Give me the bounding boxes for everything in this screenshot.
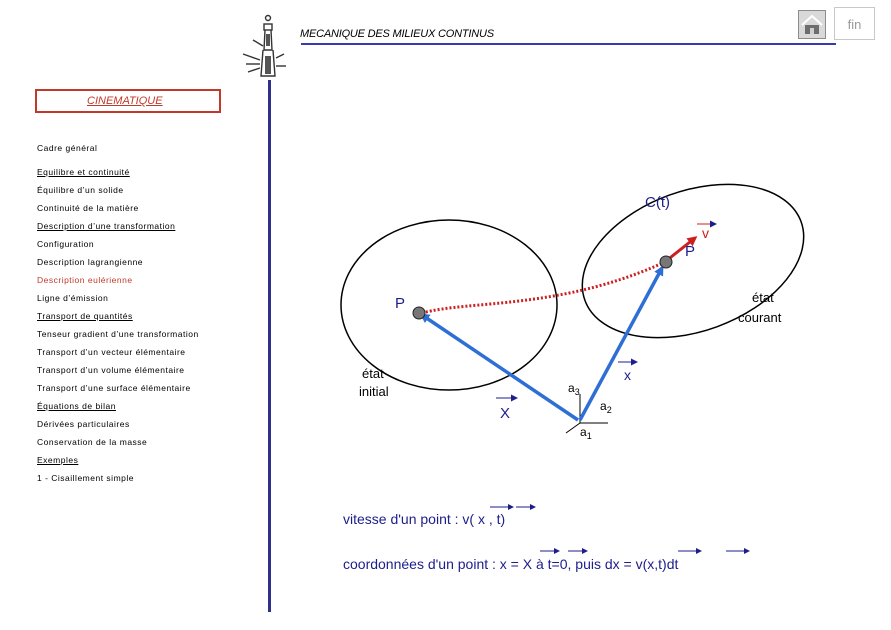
label-etat-courant-2: courant: [738, 310, 782, 325]
label-Ct: C(t): [645, 194, 670, 211]
page-title: MECANIQUE DES MILIEUX CONTINUS: [300, 28, 494, 40]
nav-equilibre-solide[interactable]: Équilibre d’un solide: [37, 185, 124, 195]
lighthouse-logo: [238, 10, 288, 82]
current-domain-ellipse: [561, 175, 820, 366]
nav-transport-vecteur[interactable]: Transport d’un vecteur élémentaire: [37, 347, 186, 357]
nav-ligne-emission[interactable]: Ligne d’émission: [37, 293, 109, 303]
label-a2-sub: 2: [606, 405, 612, 415]
kinematics-diagram: [280, 175, 820, 465]
axis-a1: [566, 423, 580, 433]
nav-equilibre-continuite[interactable]: Equilibre et continuité: [37, 167, 130, 177]
label-v: v: [702, 225, 709, 241]
label-P-initial: P: [395, 295, 406, 312]
trajectory-curve: [422, 262, 665, 313]
nav-transport-volume[interactable]: Transport d’un volume élémentaire: [37, 365, 185, 375]
nav-transport-surface[interactable]: Transport d’une surface élémentaire: [37, 383, 191, 393]
fin-button[interactable]: fin: [834, 7, 875, 40]
label-a1: a: [580, 425, 587, 439]
svg-text:a2: [600, 399, 612, 415]
nav-derivees-particulaires[interactable]: Dérivées particulaires: [37, 419, 130, 429]
label-X: X: [500, 405, 511, 422]
point-P-initial: [413, 307, 425, 319]
label-a3: a: [568, 381, 575, 395]
nav-cisaillement-simple[interactable]: 1 - Cisaillement simple: [37, 473, 134, 483]
header-divider: [301, 43, 836, 45]
nav-configuration[interactable]: Configuration: [37, 239, 95, 249]
vertical-divider: [268, 80, 271, 612]
velocity-formula: vitesse d'un point : v( x , t): [343, 511, 506, 527]
nav-description-transformation[interactable]: Description d’une transformation: [37, 221, 176, 231]
nav-description-eulerienne[interactable]: Description eulérienne: [37, 275, 133, 285]
nav-conservation-masse[interactable]: Conservation de la masse: [37, 437, 148, 447]
label-a3-sub: 3: [574, 387, 580, 397]
nav-equations-bilan[interactable]: Équations de bilan: [37, 401, 116, 411]
svg-text:a1: [580, 425, 592, 441]
nav-transport-quantites[interactable]: Transport de quantités: [37, 311, 133, 321]
home-icon: [799, 11, 825, 38]
label-a2: a: [600, 399, 607, 413]
formula-vector-arrows-2: [540, 544, 780, 558]
nav-continuite-matiere[interactable]: Continuité de la matière: [37, 203, 139, 213]
vector-x: [580, 268, 662, 420]
nav-exemples[interactable]: Exemples: [37, 455, 79, 465]
svg-text:a3: [568, 381, 580, 397]
label-etat-initial-1: état: [362, 366, 384, 381]
label-P-current: P: [685, 243, 696, 260]
label-etat-courant-1: état: [752, 290, 774, 305]
nav-tenseur-gradient[interactable]: Tenseur gradient d’une transformation: [37, 329, 199, 339]
home-button[interactable]: [798, 10, 826, 39]
nav-description-lagrangienne[interactable]: Description lagrangienne: [37, 257, 144, 267]
coordinates-formula: coordonnées d'un point : x = X à t=0, puis dx = v(x,t)dt: [343, 556, 679, 572]
label-etat-initial-2: initial: [359, 384, 389, 399]
point-P-current: [660, 256, 672, 268]
formula-vector-arrows-1: [490, 500, 550, 514]
label-x: x: [624, 367, 631, 383]
label-a1-sub: 1: [586, 431, 592, 441]
initial-domain-ellipse: [341, 220, 557, 390]
nav-cadre-general[interactable]: Cadre général: [37, 143, 98, 153]
section-title: CINEMATIQUE: [87, 95, 163, 107]
